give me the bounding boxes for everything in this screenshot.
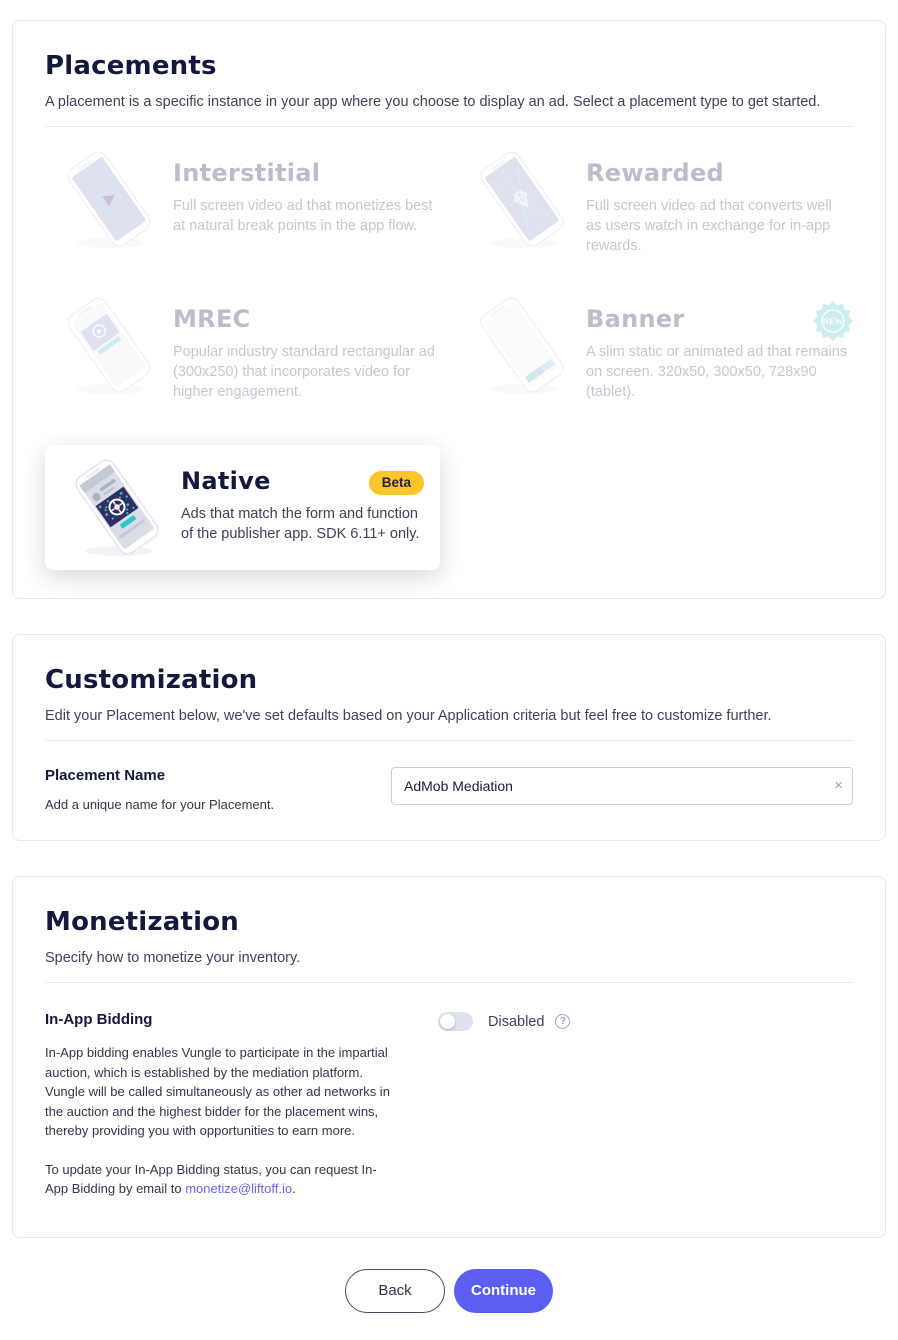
placements-title: Placements: [45, 51, 217, 81]
monetization-description: Specify how to monetize your inventory.: [45, 950, 301, 966]
paragraph-2-period: .: [292, 1181, 296, 1196]
placement-type-title: MREC: [173, 305, 251, 333]
placement-type-description: A slim static or animated ad that remains on screen. 320x50, 300x50, 728x90 (tablet).: [586, 344, 848, 400]
continue-button[interactable]: Continue: [454, 1269, 553, 1313]
in-app-bidding-paragraph-2: [45, 1160, 395, 1199]
placement-type-title: Interstitial: [173, 159, 321, 187]
monetization-title: Monetization: [45, 907, 240, 937]
monetize-email-link[interactable]: monetize@liftoff.io: [185, 1181, 293, 1196]
placement-type-mrec[interactable]: [45, 293, 440, 421]
placement-type-title: Native: [181, 467, 271, 495]
placement-type-banner[interactable]: [458, 293, 853, 421]
placement-type-description: Full screen video ad that converts well as users watch in exchange for in-app rewards.: [586, 198, 832, 254]
placements-description: A placement is a specific instance in your app where you choose to display an ad. Select a placement type to get started.: [45, 94, 821, 110]
customization-card: [12, 634, 886, 841]
rewarded-phone-icon: [458, 147, 586, 252]
customization-title: Customization: [45, 665, 258, 695]
toggle-knob: [440, 1014, 455, 1029]
placement-type-description: Popular industry standard rectangular ad (300x250) that incorporates video for higher engagement.: [173, 344, 435, 400]
placement-name-help: Add a unique name for your Placement.: [45, 797, 275, 812]
in-app-bidding-status: Disabled: [488, 1013, 545, 1030]
placements-card: [12, 20, 886, 599]
placement-type-native[interactable]: [45, 445, 440, 570]
help-icon[interactable]: ?: [555, 1014, 570, 1029]
svg-text:NEW: NEW: [822, 316, 844, 326]
placement-name-input-wrap: [391, 767, 853, 805]
in-app-bidding-paragraph-1: In-App bidding enables Vungle to participate in the impartial auction, which is established by the mediation platform. Vungle will be called simultaneously as other ad networks in the auction and the highest bidder for the placement wins, thereby providing you with opportunities to earn more.: [45, 1045, 390, 1138]
interstitial-phone-icon: [45, 147, 173, 252]
mrec-phone-icon: [45, 293, 173, 398]
in-app-bidding-label: In-App Bidding: [45, 1011, 153, 1028]
customization-description: Edit your Placement below, we've set defaults based on your Application criteria but feel free to customize further.: [45, 708, 772, 724]
placement-name-input[interactable]: [391, 767, 853, 805]
in-app-bidding-toggle[interactable]: [438, 1012, 473, 1031]
monetization-card: [12, 876, 886, 1238]
paragraph-2-text: To update your In-App Bidding status, you can request In-App Bidding by email to: [45, 1161, 377, 1196]
placement-type-description: Full screen video ad that monetizes best at natural break points in the app flow.: [173, 198, 433, 234]
placement-type-interstitial[interactable]: [45, 147, 440, 275]
placement-type-grid: [45, 127, 853, 570]
placement-type-title: Rewarded: [586, 159, 724, 187]
placement-type-rewarded[interactable]: [458, 147, 853, 275]
back-button[interactable]: Back: [345, 1269, 445, 1313]
placement-name-label: Placement Name: [45, 767, 166, 784]
placement-type-description: Ads that match the form and function of the publisher app. SDK 6.11+ only.: [181, 506, 420, 542]
native-phone-icon: [53, 455, 181, 560]
banner-phone-icon: [458, 293, 586, 398]
footer-actions: [0, 1269, 898, 1313]
clear-input-icon[interactable]: ×: [834, 777, 843, 795]
placement-type-title: Banner: [586, 305, 685, 333]
beta-badge: Beta: [369, 471, 424, 495]
new-badge-icon: [813, 301, 853, 341]
